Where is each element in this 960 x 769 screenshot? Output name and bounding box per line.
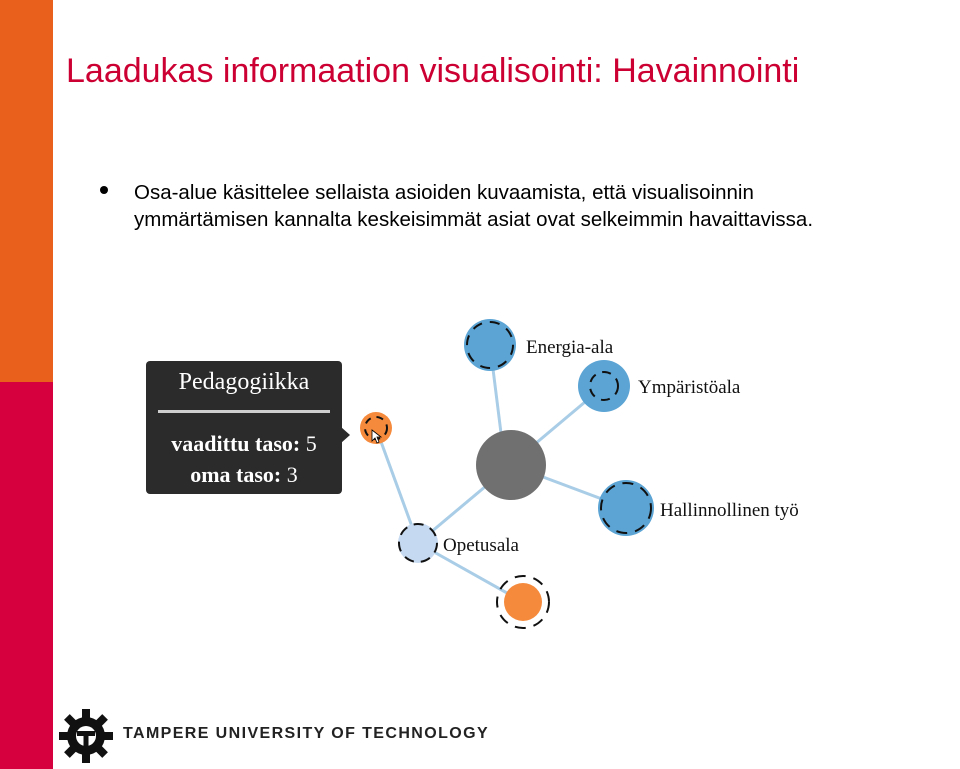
node-energia-ala[interactable]	[464, 319, 516, 371]
node-ymparistoala[interactable]	[578, 360, 630, 412]
node-tooltip	[146, 361, 342, 494]
label-energia-ala: Energia-ala	[526, 337, 614, 358]
tooltip-required-level	[146, 431, 342, 457]
tooltip-title: Pedagogiikka	[178, 369, 310, 395]
label-hallinnollinen-tyo: Hallinnollinen työ	[660, 500, 799, 521]
tooltip-divider	[158, 410, 330, 413]
tooltip-required-value: 5	[305, 431, 317, 456]
tooltip-required-label: vaadittu taso:	[171, 431, 301, 456]
slide-title: Laadukas informaation visualisointi: Havainnointi	[66, 52, 800, 90]
label-ymparistoala: Ympäristöala	[638, 377, 741, 398]
bullet-line-2: ymmärtämisen kannalta keskeisimmät asiat ovat selkeimmin havaittavissa.	[134, 208, 814, 231]
tooltip-own-level	[146, 462, 342, 488]
tut-gear-logo-icon	[57, 707, 115, 765]
node-hallinnollinen-tyo[interactable]	[598, 480, 654, 536]
tooltip-pointer	[341, 427, 350, 443]
organization-name: TAMPERE UNIVERSITY OF TECHNOLOGY	[123, 725, 490, 742]
label-opetusala: Opetusala	[443, 535, 519, 556]
bullet-line-1: Osa-alue käsittelee sellaista asioiden kuvaamista, että visualisoinnin	[134, 181, 754, 204]
tooltip-own-label: oma taso:	[190, 462, 282, 487]
node-center[interactable]	[476, 430, 546, 500]
tooltip-own-value: 3	[286, 462, 298, 487]
node-orange-bottom[interactable]	[504, 583, 542, 621]
